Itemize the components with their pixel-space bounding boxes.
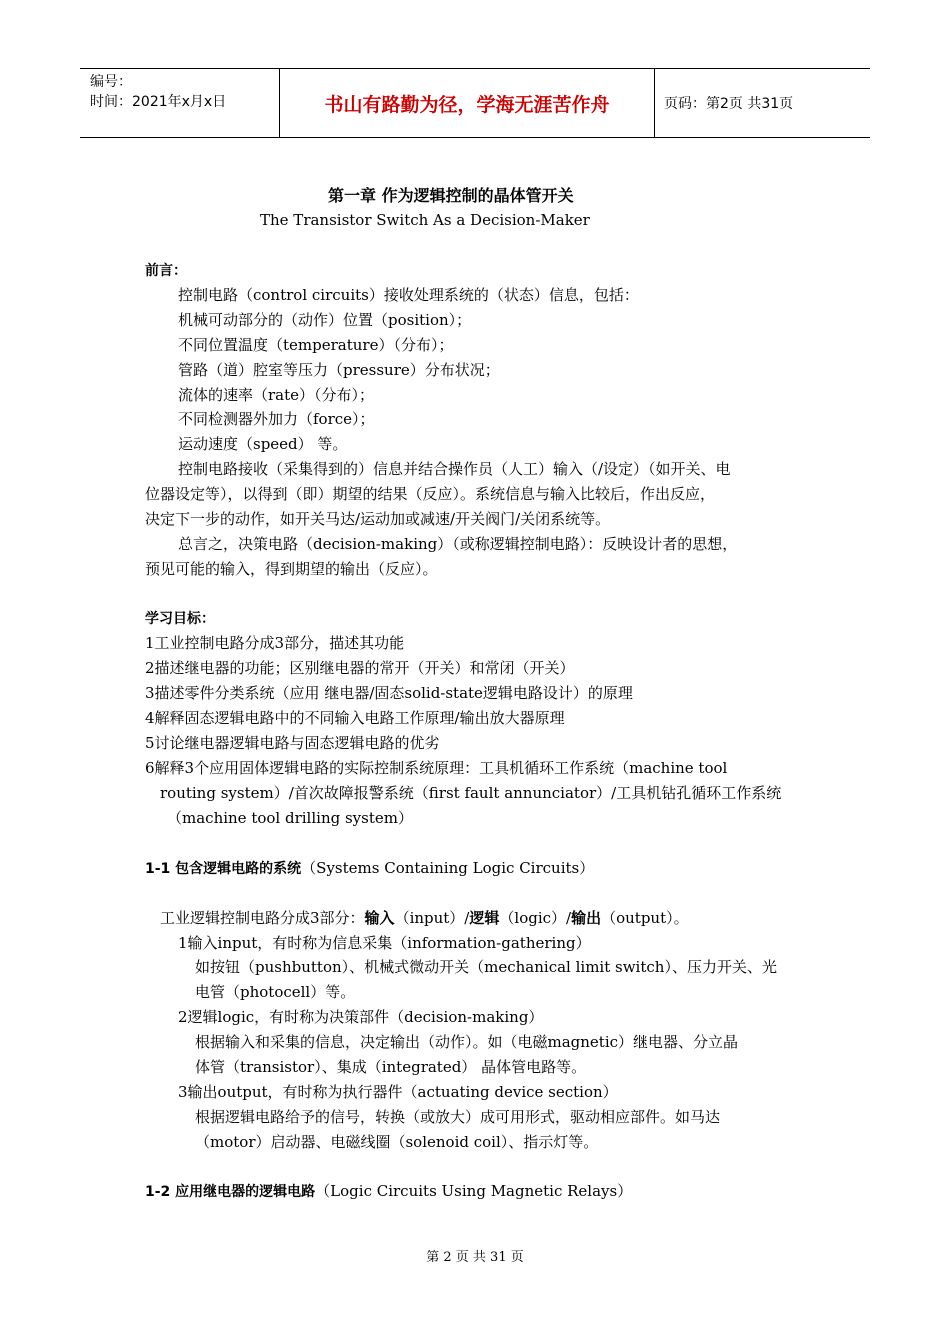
preface-line: 流体的速率（rate）（分布）； [178,386,375,404]
section-1-1-heading-bold: 1-1 包含逻辑电路的系统 [145,861,302,877]
section-1-1-line: 如按钮（pushbutton）、机械式微动开关（mechanical limit switch）、压力开关、光 [195,958,777,976]
page-footer: 第 2 页 共 31 页 [426,1250,524,1265]
intro-output: 输出 [571,909,602,927]
time-label: 时间：2021年x月x日 [90,94,227,110]
section-1-2-heading-bold: 1-2 应用继电器的逻辑电路 [145,1184,316,1200]
intro-mid1: （input）/ [394,909,470,927]
intro-mid2: （logic）/ [499,909,572,927]
header-meta-cell [80,69,280,137]
section-1-1-line: 根据逻辑电路给予的信号，转换（或放大）成可用形式，驱动相应部件。如马达 [195,1108,721,1126]
preface-line: 不同检测器外加力（force）； [178,410,375,428]
objective-item-cont: （machine tool drilling system） [167,809,413,827]
section-1-1-line: 2逻辑logic，有时称为决策部件（decision-making） [178,1008,544,1026]
preface-heading: 前言： [145,263,187,279]
section-1-1-heading-english: （Systems Containing Logic Circuits） [301,859,595,877]
objective-item-cont: routing system）/首次故障报警系统（first fault annunciator）/工具机钻孔循环工作系统 [160,784,782,802]
section-1-1-line: 电管（photocell）等。 [195,983,356,1001]
preface-line: 控制电路接收（采集得到的）信息并结合操作员（人工）输入（/设定）（如开关、电 [178,460,731,478]
header-page-info: 页码：第2页 共31页 [664,96,794,112]
objective-item: 2描述继电器的功能；区别继电器的常开（开关）和常闭（开关） [145,659,575,677]
preface-line: 决定下一步的动作，如开关马达/运动加或减速/开关阀门/关闭系统等。 [145,510,611,528]
preface-line: 运动速度（speed） 等。 [178,435,348,453]
section-1-1-line: 1输入input，有时称为信息采集（information-gathering） [178,934,591,952]
section-1-2-heading-english: （Logic Circuits Using Magnetic Relays） [315,1182,633,1200]
section-1-1-line: （motor）启动器、电磁线圈（solenoid coil）、指示灯等。 [195,1133,599,1151]
objectives-heading: 学习目标： [145,611,215,627]
section-1-1-line: 3输出output，有时称为执行器件（actuating device section） [178,1083,618,1101]
preface-line: 总言之，决策电路（decision-making）（或称逻辑控制电路）：反映设计者的思想， [178,535,738,553]
chapter-subtitle: The Transistor Switch As a Decision-Maker [260,211,590,229]
preface-line: 管路（道）腔室等压力（pressure）分布状况； [178,361,500,379]
objective-item: 5讨论继电器逻辑电路与固态逻辑电路的优劣 [145,734,440,752]
section-1-1-intro [160,908,689,928]
preface-line: 位器设定等），以得到（即）期望的结果（反应）。系统信息与输入比较后，作出反应， [145,485,716,503]
intro-input: 输入 [364,909,395,927]
number-label: 编号： [90,74,132,90]
section-1-2-heading [145,1181,632,1202]
section-1-1-heading [145,858,594,879]
header-motto: 书山有路勤为径，学海无涯苦作舟 [280,69,655,137]
preface-line: 机械可动部分的（动作）位置（position）； [178,311,472,329]
objective-item: 1工业控制电路分成3部分，描述其功能 [145,634,405,652]
section-1-1-line: 体管（transistor）、集成（integrated） 晶体管电路等。 [195,1058,587,1076]
chapter-title: 第一章 作为逻辑控制的晶体管开关 [328,186,574,205]
intro-logic: 逻辑 [469,909,500,927]
preface-line: 不同位置温度（temperature）（分布）； [178,336,454,354]
preface-line: 预见可能的输入，得到期望的输出（反应）。 [145,560,438,578]
page-header [80,68,870,138]
objective-item: 3描述零件分类系统（应用 继电器/固态solid-state逻辑电路设计）的原理 [145,684,633,702]
objective-item: 6解释3个应用固体逻辑电路的实际控制系统原理：工具机循环工作系统（machine tool [145,759,728,777]
preface-line: 控制电路（control circuits）接收处理系统的（状态）信息，包括： [178,286,639,304]
intro-prefix: 工业逻辑控制电路分成3部分： [160,909,365,927]
section-1-1-line: 根据输入和采集的信息，决定输出（动作）。如（电磁magnetic）继电器、分立晶 [195,1033,739,1051]
intro-suffix: （output）。 [601,909,689,927]
objective-item: 4解释固态逻辑电路中的不同输入电路工作原理/输出放大器原理 [145,709,565,727]
